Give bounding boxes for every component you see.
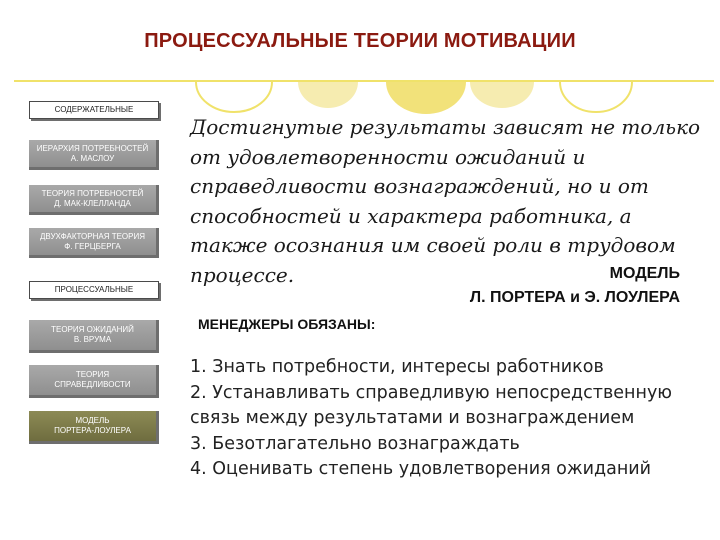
nav-item-label: ТЕОРИЯ СПРАВЕДЛИВОСТИ — [54, 370, 131, 389]
nav-item-herzberg[interactable] — [29, 228, 159, 258]
title-divider — [14, 80, 714, 82]
half-circle-decoration — [298, 82, 358, 108]
nav-item-mcclelland[interactable] — [29, 185, 159, 215]
list-item: 2. Устанавливать справедливую непосредственную связь между результатами и вознаграждением — [190, 382, 673, 428]
nav-item-label: ТЕОРИЯ ПОТРЕБНОСТЕЙ Д. МАК-КЛЕЛЛАНДА — [41, 188, 144, 208]
nav-item-equity[interactable] — [29, 365, 159, 398]
list-item: 4. Оценивать степень удовлетворения ожиданий — [190, 459, 652, 479]
nav-item-label: ТЕОРИЯ ОЖИДАНИЙ В. ВРУМА — [51, 325, 134, 344]
nav-item-porter-lawler[interactable] — [29, 411, 159, 444]
nav-item-vroom[interactable] — [29, 320, 159, 353]
nav-item-maslow[interactable] — [29, 140, 159, 170]
arc-decoration — [196, 82, 272, 112]
duties-list — [190, 355, 710, 483]
nav-header-content-theories[interactable] — [29, 101, 159, 119]
nav-item-label: ДВУХФАКТОРНАЯ ТЕОРИЯ Ф. ГЕРЦБЕРГА — [39, 231, 146, 251]
nav-item-label: ИЕРАРХИЯ ПОТРЕБНОСТЕЙ А. МАСЛОУ — [36, 143, 149, 163]
model-label-authors: Л. ПОРТЕРА и Э. ЛОУЛЕРА — [469, 289, 680, 306]
nav-item-label: МОДЕЛЬ ПОРТЕРА-ЛОУЛЕРА — [54, 416, 131, 435]
model-quote: Достигнутые результаты зависят не только от удовлетворенности ожиданий и справедливости вознаграждений, но и от способностей и характера работника, а также осознания им своей роли в трудовом процессе. — [190, 115, 701, 287]
half-circle-decoration — [386, 82, 466, 114]
model-label-line: МОДЕЛЬ — [609, 265, 680, 282]
half-circle-decoration — [470, 82, 534, 108]
nav-header-process-theories[interactable] — [29, 281, 159, 299]
nav-header-label: СОДЕРЖАТЕЛЬНЫЕ — [54, 105, 134, 114]
nav-header-label: ПРОЦЕССУАЛЬНЫЕ — [54, 285, 134, 294]
list-item: 1. Знать потребности, интересы работников — [190, 357, 604, 377]
arc-decoration — [560, 82, 632, 112]
model-label — [470, 262, 680, 310]
page-title: ПРОЦЕССУАЛЬНЫЕ ТЕОРИИ МОТИВАЦИИ — [144, 30, 576, 52]
managers-heading: МЕНЕДЖЕРЫ ОБЯЗАНЫ: — [198, 316, 376, 332]
list-item: 3. Безотлагательно вознаграждать — [190, 433, 520, 454]
